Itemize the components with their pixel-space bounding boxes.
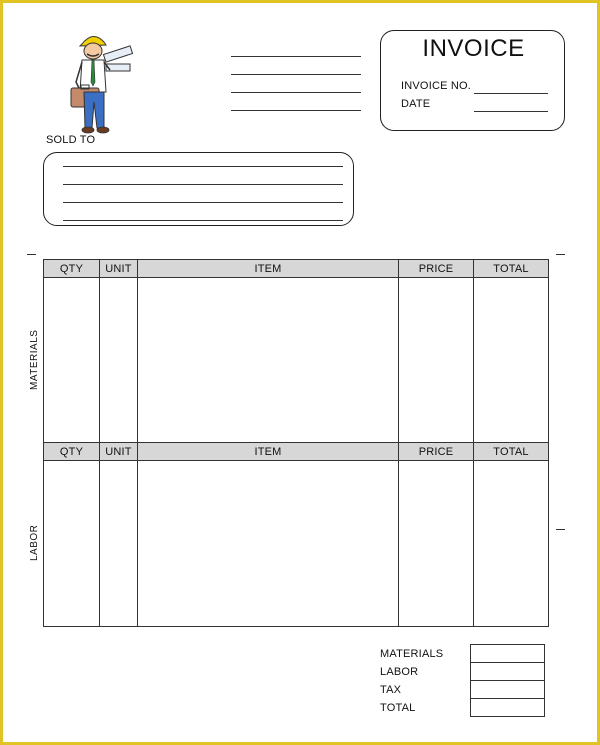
totals-total-label: TOTAL — [380, 701, 416, 714]
sold-to-line[interactable] — [63, 184, 343, 185]
totals-tax-field[interactable] — [471, 681, 545, 699]
header-total: TOTAL — [474, 443, 549, 461]
margin-tick — [27, 254, 36, 255]
margin-tick — [556, 529, 565, 530]
totals-tax-label: TAX — [380, 683, 402, 696]
totals-materials-label: MATERIALS — [380, 647, 444, 660]
labor-table — [43, 442, 549, 627]
totals-materials-field[interactable] — [471, 645, 545, 663]
totals-labor-field[interactable] — [471, 663, 545, 681]
date-label: DATE — [401, 98, 431, 110]
header-item: ITEM — [138, 260, 399, 278]
invoice-box — [380, 30, 565, 131]
invoice-no-field[interactable] — [474, 93, 548, 94]
item-cell[interactable] — [138, 461, 399, 627]
qty-cell[interactable] — [44, 461, 100, 627]
total-cell[interactable] — [474, 461, 549, 627]
header-unit: UNIT — [100, 443, 138, 461]
total-cell[interactable] — [474, 278, 549, 443]
address-line[interactable] — [231, 92, 361, 93]
header-qty: QTY — [44, 260, 100, 278]
totals-labor-label: LABOR — [380, 665, 419, 678]
sold-to-line[interactable] — [63, 220, 343, 221]
header-qty: QTY — [44, 443, 100, 461]
item-cell[interactable] — [138, 278, 399, 443]
materials-table — [43, 259, 549, 443]
totals-total-field[interactable] — [471, 699, 545, 717]
construction-worker-icon — [66, 30, 134, 136]
header-total: TOTAL — [474, 260, 549, 278]
address-line[interactable] — [231, 56, 361, 57]
sold-to-line[interactable] — [63, 166, 343, 167]
labor-side-label: LABOR — [29, 524, 40, 561]
price-cell[interactable] — [399, 461, 474, 627]
sold-to-line[interactable] — [63, 202, 343, 203]
totals-table — [380, 644, 545, 717]
price-cell[interactable] — [399, 278, 474, 443]
header-unit: UNIT — [100, 260, 138, 278]
unit-cell[interactable] — [100, 461, 138, 627]
invoice-no-label: INVOICE NO. — [401, 80, 472, 92]
address-line[interactable] — [231, 110, 361, 111]
header-item: ITEM — [138, 443, 399, 461]
header-price: PRICE — [399, 443, 474, 461]
address-line[interactable] — [231, 74, 361, 75]
qty-cell[interactable] — [44, 278, 100, 443]
materials-side-label: MATERIALS — [29, 329, 40, 390]
margin-tick — [556, 254, 565, 255]
header-price: PRICE — [399, 260, 474, 278]
date-field[interactable] — [474, 111, 548, 112]
unit-cell[interactable] — [100, 278, 138, 443]
invoice-title: INVOICE — [422, 35, 525, 62]
sold-to-label: SOLD TO — [46, 134, 96, 146]
sold-to-box — [43, 152, 354, 226]
